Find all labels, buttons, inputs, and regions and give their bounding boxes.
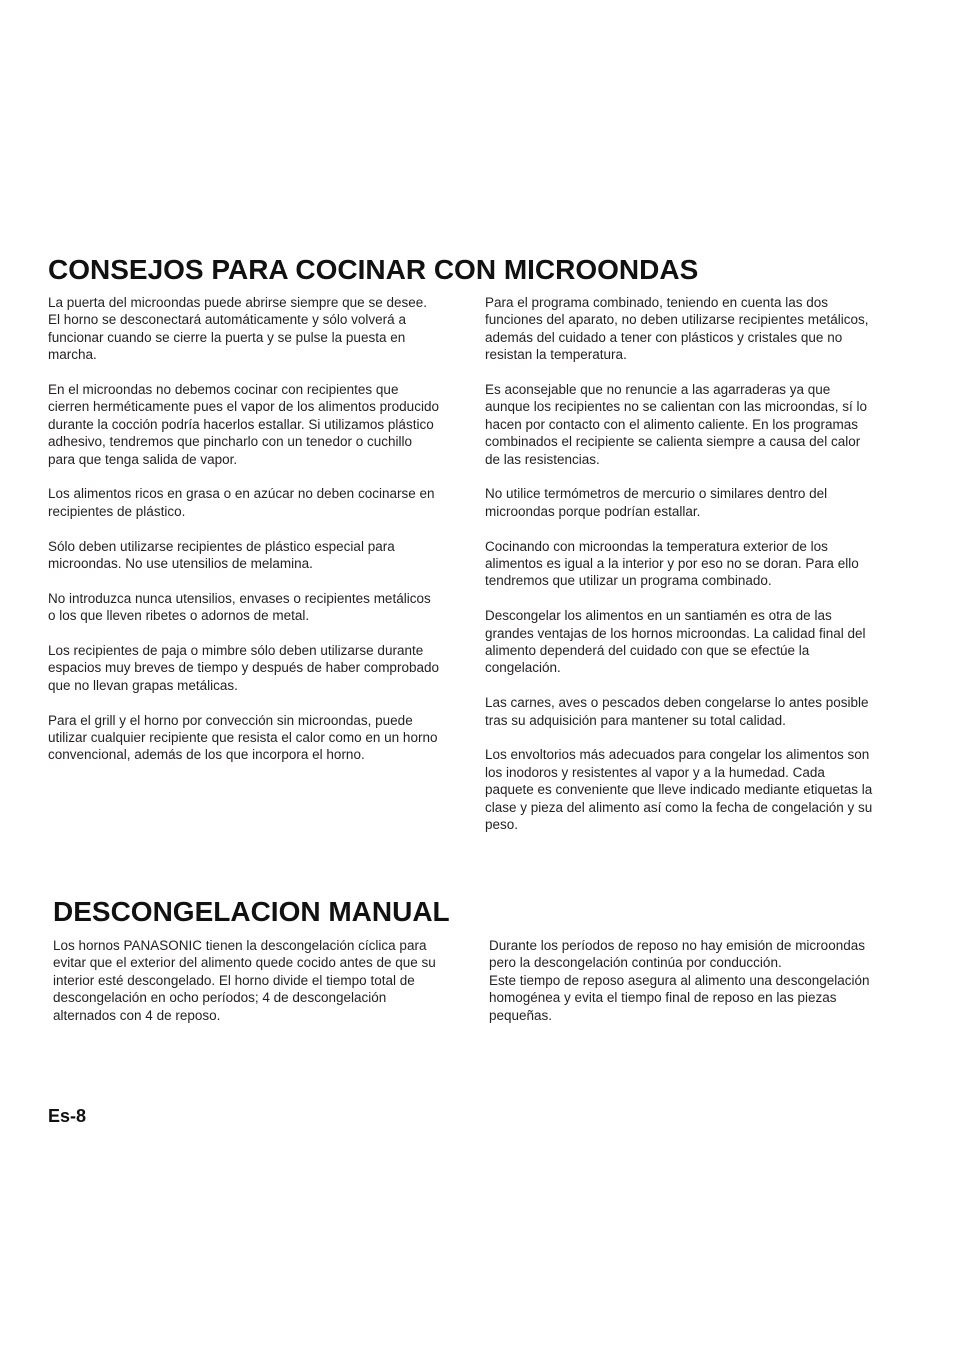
paragraph: La puerta del microondas puede abrirse siempre que se desee. El horno se desconectará automáticamente y sólo volverá a funcionar cuando se cierre la puerta y se pulse la puesta en marcha. [48, 295, 427, 363]
section-title-consejos: CONSEJOS PARA COCINAR CON MICROONDAS [48, 254, 699, 285]
paragraph: Los hornos PANASONIC tienen la descongelación cíclica para evitar que el exterior del alimento quede cocido antes de que su interior esté descongelado. El horno divide el tiempo total de descongelación en ocho períodos; 4 de descongelación alternados con 4 de reposo. [53, 938, 436, 1023]
section-title-descongelacion: DESCONGELACION MANUAL [53, 896, 450, 927]
paragraph: Para el grill y el horno por convección sin microondas, puede utilizar cualquier recipiente que resista el calor como en un horno convencional, además de los que incorpora el horno. [48, 712, 438, 763]
paragraph: Para el programa combinado, teniendo en cuenta las dos funciones del aparato, no deben utilizarse recipientes metálicos, además del cuidado a tener con plásticos y cristales que no resistan la temperatura. [485, 295, 869, 363]
paragraph: Durante los períodos de reposo no hay emisión de microondas pero la descongelación continúa por conducción. Este tiempo de reposo asegura al alimento una descongelación homogénea y evita el tiempo final de reposo en las piezas pequeñas. [489, 938, 870, 1023]
descongelacion-left-column [53, 937, 483, 1024]
paragraph: Cocinando con microondas la temperatura exterior de los alimentos es igual a la interior y por eso no se doran. Para ello tendremos que utilizar un programa combinado. [485, 538, 859, 589]
page-number: Es-8 [48, 1106, 87, 1126]
descongelacion-right-column [489, 937, 919, 1024]
paragraph: Los envoltorios más adecuados para congelar los alimentos son los inodoros y resistentes al vapor y a la humedad. Cada paquete es conveniente que lleve indicado mediante etiquetas la clase y pieza del alimento así como la fecha de congelación y su peso. [485, 747, 873, 833]
paragraph: Las carnes, aves o pescados deben congelarse lo antes posible tras su adquisición para mantener su total calidad. [485, 695, 869, 728]
paragraph: Sólo deben utilizarse recipientes de plástico especial para microondas. No use utensilios de melamina. [48, 538, 395, 572]
paragraph: En el microondas no debemos cocinar con recipientes que cierren herméticamente pues el vapor de los alimentos producido durante la cocción podría hacerlos estallar. Si utilizamos plástico adhesivo, tendremos que pincharlo con un tenedor o cuchillo para que tenga salida de vapor. [48, 382, 439, 467]
paragraph: No utilice termómetros de mercurio o similares dentro del microondas porque podrían estallar. [485, 486, 828, 519]
consejos-left-column [48, 294, 478, 764]
paragraph: No introduzca nunca utensilios, envases o recipientes metálicos o los que lleven ribetes o adornos de metal. [48, 590, 431, 624]
paragraph: Descongelar los alimentos en un santiamén es otra de las grandes ventajas de los hornos microondas. La calidad final del alimento dependerá del cuidado con que se efectúe la congelación. [485, 608, 866, 676]
paragraph: Es aconsejable que no renuncie a las agarraderas ya que aunque los recipientes no se calientan con las microondas, sí lo hacen por contacto con el alimento caliente. En los programas combinados el recipiente se calienta siempre a causa del calor de las resistencias. [485, 382, 867, 467]
paragraph: Los recipientes de paja o mimbre sólo deben utilizarse durante espacios muy breves de tiempo y después de haber comprobado que no llevan grapas metálicas. [48, 643, 439, 693]
consejos-right-column [485, 294, 915, 834]
paragraph: Los alimentos ricos en grasa o en azúcar no deben cocinarse en recipientes de plástico. [48, 486, 435, 519]
